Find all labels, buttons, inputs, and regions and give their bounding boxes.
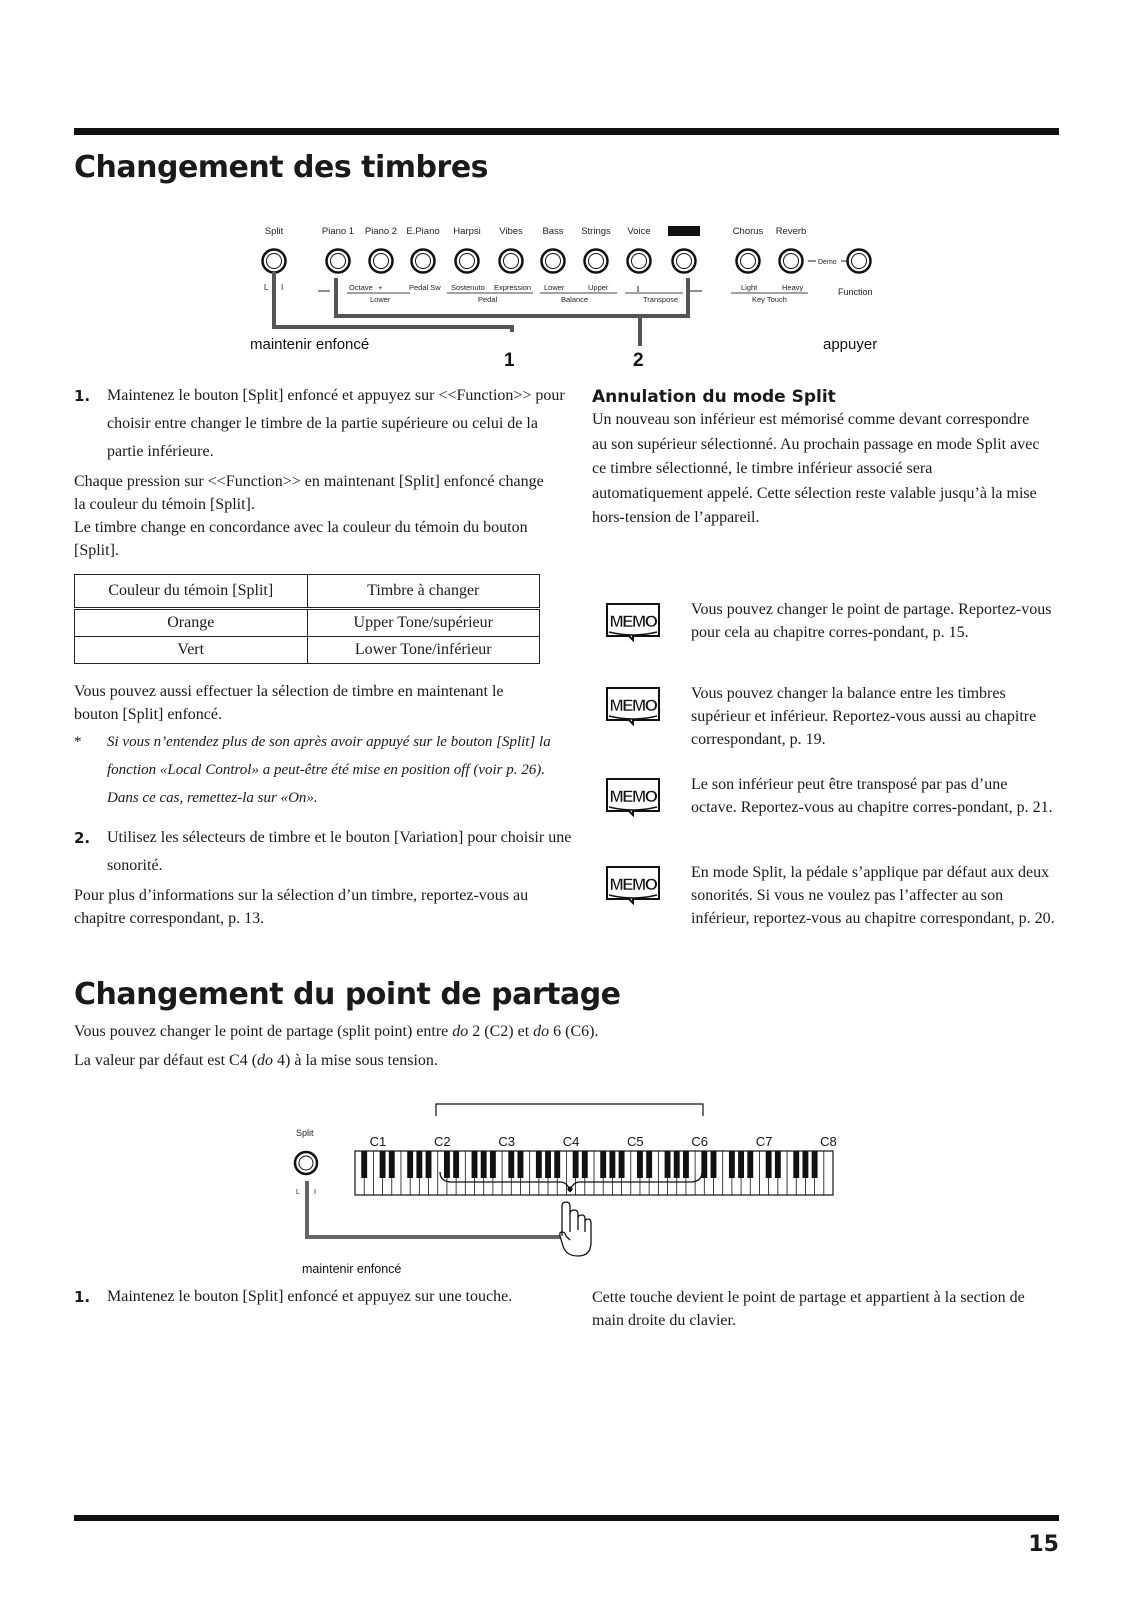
step-2-timbres xyxy=(74,824,577,880)
black-key xyxy=(637,1151,643,1178)
octave-label: C2 xyxy=(434,1134,451,1149)
demo-marker xyxy=(808,259,849,266)
default-do: do xyxy=(257,1052,274,1069)
intro-do-2: do xyxy=(533,1023,550,1040)
vibes-button xyxy=(500,250,523,273)
black-key xyxy=(444,1151,450,1178)
reverb-button xyxy=(780,250,803,273)
button-panel-diagram xyxy=(0,0,1131,380)
kbd-i-label: I xyxy=(314,1189,316,1196)
black-key xyxy=(545,1151,551,1178)
split-point-result-text: Cette touche devient le point de partage et appartient à la section de main droite du clavier. xyxy=(592,1289,1025,1329)
note-text: Si vous n’entendez plus de son après avoir appuyé sur le bouton [Split] la fonction «Local Control» a peut-être été mise en position off (voir p. 26). Dans ce cas, remettez-la sur «On». xyxy=(107,734,551,806)
section-title-split-point: Changement du point de partage xyxy=(74,977,621,1012)
black-key xyxy=(554,1151,560,1178)
sub-label-light: Light xyxy=(741,283,758,292)
callout-1: 1 xyxy=(504,350,515,371)
hold-line xyxy=(274,272,512,332)
black-key xyxy=(729,1151,735,1178)
variation-button xyxy=(673,250,696,273)
paragraph-also-select: Vous pouvez aussi effectuer la sélection de timbre en maintenant le bouton [Split] enfoncé. xyxy=(74,683,504,723)
group-label-pedal: Pedal xyxy=(478,295,498,304)
step-number: 1. xyxy=(74,387,91,405)
memo-label: MEMO xyxy=(609,612,657,631)
voice-button xyxy=(628,250,651,273)
memo-text: Vous pouvez changer la balance entre les timbres supérieur et inférieur. Reportez-vous aussi au chapitre correspondant, p. 19. xyxy=(691,685,1037,748)
black-key xyxy=(481,1151,487,1178)
panel-top-label: Chorus xyxy=(732,226,764,237)
table-cell: Lower Tone/inférieur xyxy=(307,637,540,664)
memo-text: Le son inférieur peut être transposé par pas d’une octave. Reportez-vous au chapitre corres-pondant, p. 21. xyxy=(691,776,1053,816)
sub-label-plus: + xyxy=(378,283,383,292)
octave-label: C1 xyxy=(369,1134,387,1149)
table-cell: Upper Tone/supérieur xyxy=(307,609,540,637)
kbd-split-button xyxy=(295,1152,317,1174)
octave-label: C4 xyxy=(562,1134,580,1149)
intro-text-b: 2 (C2) et xyxy=(468,1023,534,1040)
black-key xyxy=(380,1151,386,1178)
octave-label: C6 xyxy=(691,1134,709,1149)
black-key xyxy=(389,1151,395,1178)
black-key xyxy=(646,1151,652,1178)
step-text: Utilisez les sélecteurs de timbre et le bouton [Variation] pour choisir une sonorité. xyxy=(107,829,572,874)
memo-text: En mode Split, la pédale s’applique par défaut aux deux sonorités. Si vous ne voulez pas l’affecter au son inférieur, reportez-vous au chapitre correspondant, p. 20. xyxy=(691,864,1055,927)
split-button xyxy=(263,250,286,273)
sub-label-sostenuto: Sostenuto xyxy=(451,283,485,292)
black-key xyxy=(536,1151,542,1178)
table-cell: Orange xyxy=(75,609,308,637)
split-l-label: L xyxy=(264,283,269,292)
panel-top-label: Voice xyxy=(627,226,651,237)
table-header-cell: Timbre à changer xyxy=(307,575,540,609)
black-key xyxy=(609,1151,615,1178)
black-key xyxy=(508,1151,514,1178)
black-key xyxy=(812,1151,818,1178)
note-asterisk: * xyxy=(74,734,82,750)
demo-label: Demo xyxy=(818,259,837,266)
octave-label: C8 xyxy=(820,1134,837,1149)
black-key xyxy=(573,1151,579,1178)
sub-label-pedal-sw: Pedal Sw xyxy=(409,283,441,292)
table-row xyxy=(75,609,540,637)
panel-top-label: Vibes xyxy=(499,226,523,237)
table-header-row xyxy=(75,575,540,609)
hold-label: maintenir enfoncé xyxy=(250,336,370,353)
black-key xyxy=(453,1151,459,1178)
group-label-lower: Lower xyxy=(370,295,391,304)
sub-label-heavy: Heavy xyxy=(782,283,804,292)
black-key xyxy=(683,1151,689,1178)
panel-top-label: Strings xyxy=(581,226,611,237)
octave-label: C3 xyxy=(498,1134,515,1149)
black-key xyxy=(665,1151,671,1178)
black-key xyxy=(747,1151,753,1178)
group-label-transpose: Transpose xyxy=(643,295,679,304)
memo-icon xyxy=(605,863,661,905)
sub-label-octave: Octave xyxy=(349,283,373,292)
black-key xyxy=(490,1151,496,1178)
black-key xyxy=(518,1151,524,1178)
variation-label-bg xyxy=(668,226,700,236)
kbd-split-label: Split xyxy=(296,1128,314,1138)
octave-label: C7 xyxy=(755,1134,773,1149)
intro-do-1: do xyxy=(452,1023,469,1040)
black-key xyxy=(711,1151,717,1178)
step-number: 1. xyxy=(74,1288,91,1306)
strings-button xyxy=(585,250,608,273)
intro-default-value xyxy=(74,1049,1054,1072)
split-i-label: I xyxy=(281,283,284,292)
black-key xyxy=(407,1151,413,1178)
step-text: Maintenez le bouton [Split] enfoncé et appuyez sur une touche. xyxy=(107,1288,513,1305)
step-1-timbres xyxy=(74,382,577,466)
sub-label-lower: Lower xyxy=(544,283,565,292)
black-key xyxy=(738,1151,744,1178)
memo-icon xyxy=(605,600,661,642)
memo-text: Vous pouvez changer le point de partage. Reportez-vous pour cela au chapitre corres-pondant, p. 15. xyxy=(691,601,1052,641)
black-key xyxy=(674,1151,680,1178)
callout-2: 2 xyxy=(633,350,644,371)
black-key xyxy=(775,1151,781,1178)
harpsi-button xyxy=(456,250,479,273)
memo-label: MEMO xyxy=(609,696,657,715)
memo-icon xyxy=(605,684,661,726)
intro-text-c: 6 (C6). xyxy=(549,1023,599,1040)
intro-text-a: Vous pouvez changer le point de partage (split point) entre xyxy=(74,1023,453,1040)
function-label: Function xyxy=(838,287,873,297)
e-piano-button xyxy=(412,250,435,273)
panel-top-label: Piano 2 xyxy=(364,226,398,237)
local-control-note xyxy=(74,728,577,812)
table-cell: Vert xyxy=(75,637,308,664)
function-button xyxy=(848,250,871,273)
subsection-text-split-cancel: Un nouveau son inférieur est mémorisé comme devant correspondre au son supérieur sélectionné. Au prochain passage en mode Split avec ce timbre sélectionné, le timbre inférieur associé sera automatiquement appelé. Cette sélection reste valable jusqu’à la mise hors-tension de l’appareil. xyxy=(592,411,1040,527)
section-title-timbres: Changement des timbres xyxy=(74,150,489,185)
group-label-key-touch: Key Touch xyxy=(752,295,787,304)
black-key xyxy=(582,1151,588,1178)
default-text-b: 4) à la mise sous tension. xyxy=(273,1052,438,1069)
black-key xyxy=(600,1151,606,1178)
kbd-l-label: L xyxy=(296,1189,300,1196)
black-key xyxy=(793,1151,799,1178)
paragraph-function-press: Chaque pression sur <<Function>> en maintenant [Split] enfoncé change la couleur du témoin [Split]. xyxy=(74,473,544,513)
memo-icon xyxy=(605,775,661,817)
panel-top-label: E.Piano xyxy=(406,226,440,237)
split-color-table xyxy=(74,574,540,664)
chorus-button xyxy=(737,250,760,273)
black-key xyxy=(472,1151,478,1178)
panel-top-label: Piano 1 xyxy=(321,226,355,237)
subsection-title-split-cancel: Annulation du mode Split xyxy=(592,387,836,407)
black-key xyxy=(361,1151,367,1178)
panel-top-label: Harpsi xyxy=(453,226,481,237)
table-row xyxy=(75,637,540,664)
pointing-hand-icon xyxy=(560,1202,591,1256)
black-key xyxy=(766,1151,772,1178)
sub-label-expression: Expression xyxy=(494,283,532,292)
memo-label: MEMO xyxy=(609,875,657,894)
page-number: 15 xyxy=(1028,1532,1059,1557)
default-text-a: La valeur par défaut est C4 ( xyxy=(74,1052,258,1069)
memo-label: MEMO xyxy=(609,787,657,806)
split-range-bracket xyxy=(436,1104,703,1116)
press-label: appuyer xyxy=(823,336,878,353)
octave-label: C5 xyxy=(627,1134,644,1149)
step-number: 2. xyxy=(74,829,91,847)
panel-top-label: Reverb xyxy=(775,226,807,237)
paragraph-timbre-change: Le timbre change en concordance avec la couleur du témoin du bouton [Split]. xyxy=(74,519,528,559)
bottom-rule xyxy=(74,1515,1059,1521)
table-header-cell: Couleur du témoin [Split] xyxy=(75,575,308,609)
intro-split-range xyxy=(74,1020,1054,1043)
black-key xyxy=(416,1151,422,1178)
piano-2-button xyxy=(370,250,393,273)
panel-top-label: Split xyxy=(264,226,284,237)
bass-button xyxy=(542,250,565,273)
panel-top-label: Bass xyxy=(542,226,564,237)
black-key xyxy=(802,1151,808,1178)
group-label-balance: Balance xyxy=(561,295,589,304)
black-key xyxy=(619,1151,625,1178)
sub-label-upper: Upper xyxy=(588,283,609,292)
step-1-split-point xyxy=(74,1283,577,1311)
paragraph-more-info: Pour plus d’informations sur la sélection d’un timbre, reportez-vous au chapitre correspondant, p. 13. xyxy=(74,887,529,927)
step-text: Maintenez le bouton [Split] enfoncé et appuyez sur <<Function>> pour choisir entre changer le timbre de la partie supérieure ou celui de la partie inférieure. xyxy=(107,387,565,460)
black-key xyxy=(426,1151,432,1178)
kbd-hold-label: maintenir enfoncé xyxy=(302,1262,402,1276)
piano-1-button xyxy=(327,250,350,273)
